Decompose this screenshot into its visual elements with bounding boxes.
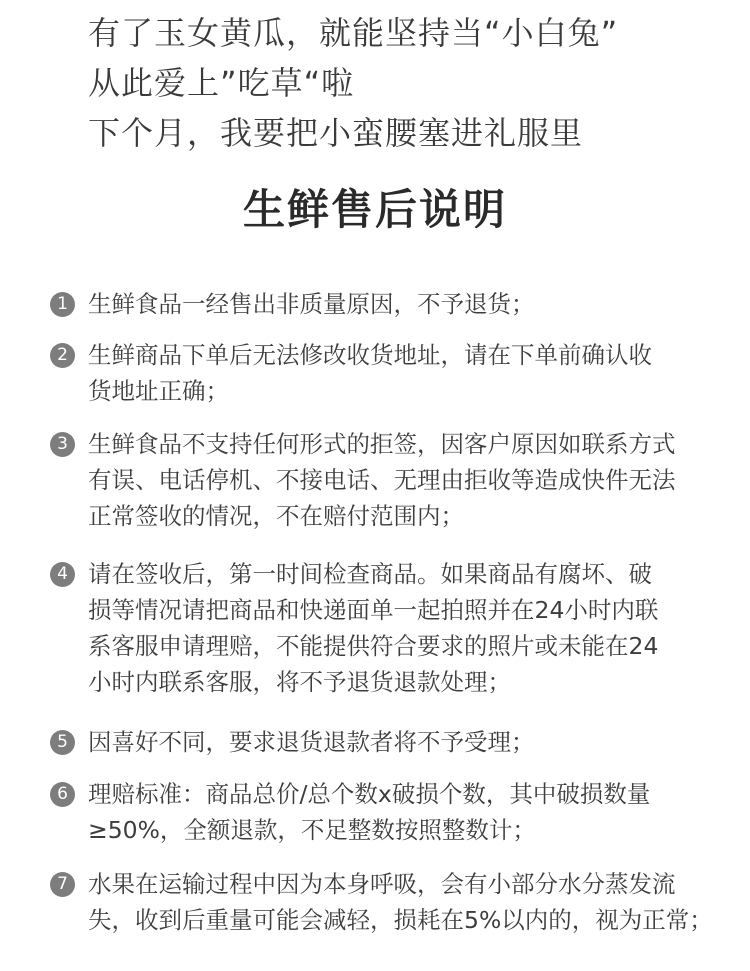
circled-number-badge: 1 — [50, 292, 75, 317]
rule-line: 货地址正确； — [88, 377, 229, 405]
rule-line: 生鲜食品不支持任何形式的拒签，因客户原因如联系方式 — [88, 430, 676, 458]
rule-line: 生鲜食品一经售出非质量原因，不予退货； — [88, 290, 535, 318]
rule-line: 因喜好不同，要求退货退款者将不予受理； — [88, 728, 535, 756]
rule-line: 失，收到后重量可能会减轻，损耗在5%以内的，视为正常； — [88, 906, 713, 934]
rule-text — [88, 866, 713, 938]
rule-text — [88, 776, 708, 848]
intro-line: 有了玉女黄瓜，就能坚持当“小白兔” — [88, 14, 619, 52]
circled-number-badge: 2 — [50, 343, 75, 368]
rule-text — [88, 426, 708, 534]
intro-line: 从此爱上”吃草“啦 — [88, 64, 355, 102]
rule-text — [88, 556, 708, 700]
rule-line: 正常签收的情况，不在赔付范围内； — [88, 502, 464, 530]
rule-line: 小时内联系客服，将不予退货退款处理； — [88, 668, 511, 696]
rule-line: 损等情况请把商品和快递面单一起拍照并在24小时内联 — [88, 596, 659, 624]
circled-number-badge: 7 — [50, 872, 75, 897]
rule-text — [88, 337, 708, 409]
rule-line: 系客服申请理赔，不能提供符合要求的照片或未能在24 — [88, 632, 659, 660]
rule-line: 理赔标准：商品总价/总个数x破损个数，其中破损数量 — [88, 780, 651, 808]
rule-text — [88, 286, 708, 322]
circled-number-badge: 5 — [50, 730, 75, 755]
page-title: 生鲜售后说明 — [242, 185, 507, 234]
rule-line: 水果在运输过程中因为本身呼吸，会有小部分水分蒸发流 — [88, 870, 676, 898]
circled-number-badge: 3 — [50, 432, 75, 457]
intro-text — [88, 8, 728, 158]
circled-number-badge: 6 — [50, 782, 75, 807]
circled-number-badge: 4 — [50, 562, 75, 587]
rule-line: ≥50%，全额退款，不足整数按照整数计； — [88, 816, 536, 844]
intro-line: 下个月，我要把小蛮腰塞进礼服里 — [88, 114, 584, 152]
rule-line: 有误、电话停机、不接电话、无理由拒收等造成快件无法 — [88, 466, 676, 494]
rule-line: 请在签收后，第一时间检查商品。如果商品有腐坏、破 — [88, 560, 652, 588]
rule-line: 生鲜商品下单后无法修改收货地址，请在下单前确认收 — [88, 341, 652, 369]
rule-text — [88, 724, 708, 760]
